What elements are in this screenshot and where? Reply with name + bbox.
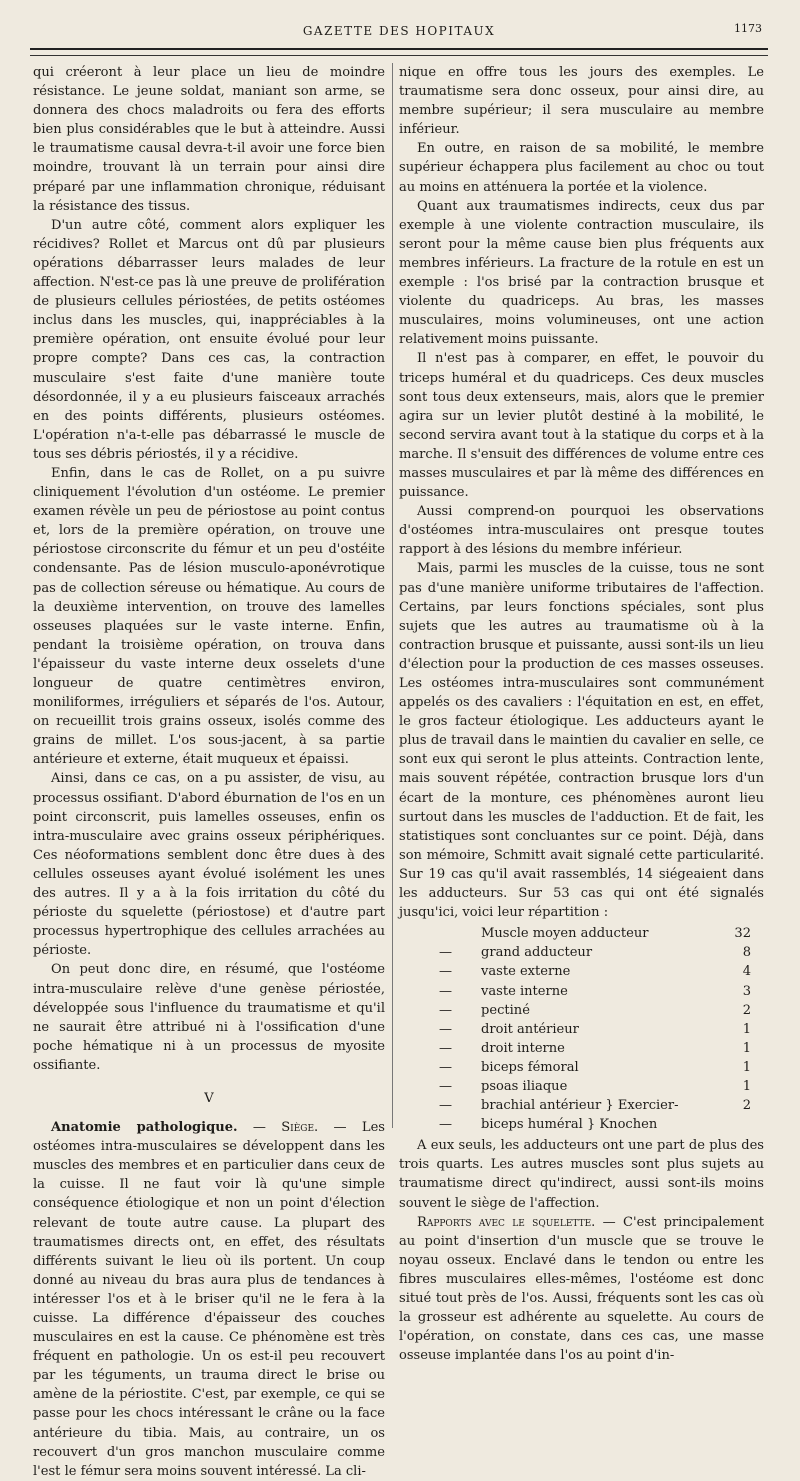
paragraph: A eux seuls, les adducteurs ont une part de plus des trois quarts. Les autres muscles sont plus sujets au traumatisme direct qu'indirect, aussi sont-ils moins souvent le siège de l'affection. [399, 1138, 764, 1211]
page-number: 1173 [734, 22, 762, 35]
row-dash [439, 924, 481, 943]
table-row [439, 1058, 751, 1077]
row-dash: — [439, 1002, 453, 1018]
paragraph: Quant aux traumatismes indirects, ceux dus par exemple à une violente contraction musculaire, ils seront pour la même cause bien plus fréquents aux membres inférieurs. La fracture de la rotule en est un exemple : l'os brisé par la contraction brusque et violente du quadriceps. Au bras, les masses musculaires, moins volumineuses, ont une action relativement moins puissante. [399, 198, 764, 348]
row-dash: — [439, 1021, 453, 1037]
row-dash: — [439, 964, 453, 980]
muscle-name: pectiné [481, 1002, 530, 1018]
muscle-name: biceps fémoral [481, 1059, 579, 1075]
table-row [439, 1020, 751, 1039]
muscle-name: brachial antérieur } Exercier- [481, 1098, 679, 1114]
section-paragraph: Anatomie pathologique. — Siège. — Les ostéomes intra-musculaires se développent dans les muscles des membres et en particulier dans ceux de la cuisse. Il ne faut voir là qu'une simple conséquence étiologique et non un point d'élection relevant de toute autre cause. La plupart des traumatismes directs ont, en effet, des résultats différents suivant le lieu où ils portent. Un coup donné au niveau du bras aura plus de tendances à intéresser l'os et à le briser qu'il ne le fera à la cuisse. La différence d'épaisseur des couches musculaires en est la cause. Ce phénomène est très fréquent en pathologie. Un os est-il peu recouvert par les téguments, un trauma direct le brise ou amène de la périostite. C'est, par exemple, ce qui se passe pour les chocs intéressant le crâne ou la face antérieure du tibia. Mais, au contraire, un os recouvert d'un gros manchon musculaire comme l'est le fémur sera moins souvent intéressé. La cli- [33, 1120, 385, 1479]
case-count: 32 [734, 926, 751, 942]
paragraph: On peut donc dire, en résumé, que l'ostéome intra-musculaire relève d'une genèse périostée, développée sous l'influence du traumatisme et qu'il ne saurait être attribué ni à l'ossification d'une poche hématique ni à un processus de myosite ossifiante. [33, 962, 385, 1073]
row-dash: — [439, 983, 453, 999]
right-column [399, 63, 764, 1365]
paragraph: Mais, parmi les muscles de la cuisse, tous ne sont pas d'une manière uniforme tributaires de l'affection. Certains, par leurs fonctions spéciales, sont plus sujets que les autres au traumatisme où à la contraction brusque et puissante, aussi sont-ils un lieu d'élection pour la production de ces masses osseuses. Les ostéomes intra-musculaires sont communément appelés os des cavaliers : l'équitation en est, en effet, le gros facteur étiologique. Les adducteurs ayant le plus de travail dans le maintien du cavalier en selle, ce sont eux qui seront le plus atteints. Contraction lente, mais souvent répétée, contraction brusque lors d'un écart de la monture, ces phénomènes auront lieu surtout dans les muscles de l'adduction. Et de fait, les statistiques sont concluantes sur ce point. Déjà, dans son mémoire, Schmitt avait signalé cette particularité. Sur 19 cas qu'il avait rassemblés, 14 siégeaient dans les adducteurs. Sur 53 cas qui ont été signalés jusqu'ici, voici leur répartition : [399, 561, 764, 921]
muscle-name: droit interne [481, 1040, 565, 1056]
column-divider [392, 63, 393, 1128]
journal-title: GAZETTE DES HOPITAUX [302, 24, 496, 38]
table-row [439, 982, 751, 1001]
paragraph: D'un autre côté, comment alors expliquer les récidives? Rollet et Marcus ont dû par plusieurs opérations débarrasser leurs malades de leur affection. N'est-ce pas là une preuve de prolifération de plusieurs cellules périostées, de petits ostéomes inclus dans les muscles, qui, inappréciables à la première opération, ont ensuite évolué pour leur propre compte? Dans ces cas, la contraction musculaire s'est faite d'une manière toute désordonnée, il y a eu plusieurs faisceaux arrachés en des points différents, plusieurs ostéomes. L'opération n'a-t-elle pas débarrassé le muscle de tous ses débris périostés, il y a récidive. [33, 217, 385, 462]
case-count: 2 [742, 1002, 751, 1018]
table-row [439, 1096, 751, 1115]
table-row [439, 962, 751, 981]
header-rule-thin [30, 55, 768, 56]
row-dash: — [439, 1059, 453, 1075]
case-count: 8 [742, 945, 751, 961]
table-row [439, 1077, 751, 1096]
running-header [30, 24, 768, 48]
muscle-name: psoas iliaque [481, 1078, 568, 1094]
muscle-statistics-table [439, 924, 751, 1134]
section-heading: Anatomie pathologique. [51, 1120, 238, 1136]
table-row [439, 943, 751, 962]
paragraph: Aussi comprend-on pourquoi les observations d'ostéomes intra-musculaires ont presque toutes rapport à des lésions du membre inférieur. [399, 504, 764, 558]
row-dash: — [439, 1078, 453, 1094]
paragraph: Il n'est pas à comparer, en effet, le pouvoir du triceps huméral et du quadriceps. Ces deux muscles sont tous deux extenseurs, mais, alors que le premier agira sur un levier plutôt destiné à la mobilité, le second servira avant tout à la statique du corps et à la marche. Il s'ensuit des différences de volume entre ces masses musculaires et par là même des différences en puissance. [399, 351, 764, 501]
case-count: 1 [742, 1040, 751, 1056]
paragraph: qui créeront à leur place un lieu de moindre résistance. Le jeune soldat, maniant son arme, se donnera des chocs maladroits ou fera des efforts bien plus considérables que le but à atteindre. Aussi le traumatisme causal devra-t-il avoir une force bien moindre, trouvant là un terrain pour ainsi dire préparé par une inflammation chronique, réduisant la résistance des tissus. [33, 65, 385, 214]
muscle-name: vaste externe [481, 964, 571, 980]
case-count: 1 [742, 1021, 751, 1037]
paragraph: Ainsi, dans ce cas, on a pu assister, de visu, au processus ossifiant. D'abord éburnation de l'os en un point circonscrit, puis lamelles osseuses, enfin os intra-musculaire avec grains osseux périphériques. Ces néoformations semblent donc être dues à des cellules osseuses ayant évolué isolément les unes des autres. Il y a à la fois irritation du côté du périoste du squelette (périostose) et d'autre part processus hypertrophique des cellules arrachées au périoste. [33, 771, 385, 959]
section-number: V [204, 1090, 214, 1106]
subheading: Rapports avec le squelette. [417, 1214, 596, 1230]
case-count: 3 [742, 983, 751, 999]
case-count: 1 [742, 1059, 751, 1075]
paragraph-text: C'est principalement au point d'insertion d'un muscle que se trouve le noyau osseux. Enclavé dans le tendon ou entre les fibres musculaires elles-mêmes, l'ostéome est donc situé tout près de l'os. Aussi, fréquents sont les cas où la grosseur est adhérente au squelette. Au cours de l'opération, on constate, dans ces cas, une masse osseuse implantée dans l'os au point d'in- [399, 1214, 764, 1364]
left-column [33, 63, 385, 1481]
case-count [715, 1115, 751, 1134]
row-dash: — [439, 1040, 453, 1056]
paragraph-text: Les ostéomes intra-musculaires se développent dans les muscles des membres et en particulier dans ceux de la cuisse. Il ne faut voir là qu'une simple conséquence étiologique et non un point d'élection relevant de toute autre cause. La plupart des traumatismes directs ont, en effet, des résultats différents suivant le lieu où ils portent. Un coup donné au niveau du bras aura plus de tendances à intéresser l'os et à le briser qu'il ne le fera à la cuisse. La différence d'épaisseur des couches musculaires en est la cause. Ce phénomène est très fréquent en pathologie. Un os est-il peu recouvert par les téguments, un trauma direct le brise ou amène de la périostite. C'est, par exemple, ce qui se passe pour les chocs intéressant le crâne ou la face antérieure du tibia. Mais, au contraire, un os recouvert d'un gros manchon musculaire comme l'est le fémur sera moins souvent intéressé. La cli- [33, 1120, 385, 1479]
muscle-name: biceps huméral } Knochen [481, 1117, 658, 1133]
muscle-name: Muscle moyen adducteur [481, 926, 649, 942]
case-count: 2 [742, 1098, 751, 1114]
paragraph: Enfin, dans le cas de Rollet, on a pu suivre cliniquement l'évolution d'un ostéome. Le premier examen révèle un peu de périostose au point contus et, lors de la première opération, on trouve une périostose circonscrite du fémur et un peu d'ostéite condensante. Pas de lésion musculo-aponévrotique pas de collection séreuse ou hématique. Au cours de la deuxième intervention, on trouve des lamelles osseuses plaquées sur le vaste interne. Enfin, pendant la troisième opération, on trouva dans l'épaisseur du vaste interne deux osselets d'une longueur de quatre centimètres environ, moniliformes, irréguliers et séparés de l'os. Autour, on recueillit trois grains osseux, isolés comme des grains de millet. L'os sous-jacent, à sa partie antérieure et externe, était muqueux et épaissi. [33, 465, 385, 768]
header-rule-thick [30, 48, 768, 50]
section-paragraph: Rapports avec le squelette. — C'est principalement au point d'insertion d'un muscle que se trouve le noyau osseux. Enclavé dans le tendon ou entre les fibres musculaires elles-mêmes, l'ostéome est donc situé tout près de l'os. Aussi, fréquents sont les cas où la grosseur est adhérente au squelette. Au cours de l'opération, on constate, dans ces cas, une masse osseuse implantée dans l'os au point d'in- [399, 1214, 764, 1364]
muscle-name: grand adducteur [481, 945, 593, 961]
paragraph: En outre, en raison de sa mobilité, le membre supérieur échappera plus facilement au choc ou tout au moins en atténuera la portée et la violence. [399, 141, 764, 195]
table-row [439, 1115, 751, 1134]
muscle-name: vaste interne [481, 983, 568, 999]
table-row [439, 1001, 751, 1020]
row-dash: — [439, 1117, 453, 1133]
case-count: 1 [742, 1078, 751, 1094]
row-dash: — [439, 1098, 453, 1114]
case-count: 4 [742, 964, 751, 980]
subheading: Siège. [281, 1120, 319, 1136]
paragraph: nique en offre tous les jours des exemples. Le traumatisme sera donc osseux, pour ainsi dire, au membre supérieur; il sera musculaire au membre inférieur. [399, 65, 764, 138]
table-row [439, 1039, 751, 1058]
row-dash: — [439, 945, 453, 961]
table-row [439, 924, 751, 943]
muscle-name: droit antérieur [481, 1021, 579, 1037]
